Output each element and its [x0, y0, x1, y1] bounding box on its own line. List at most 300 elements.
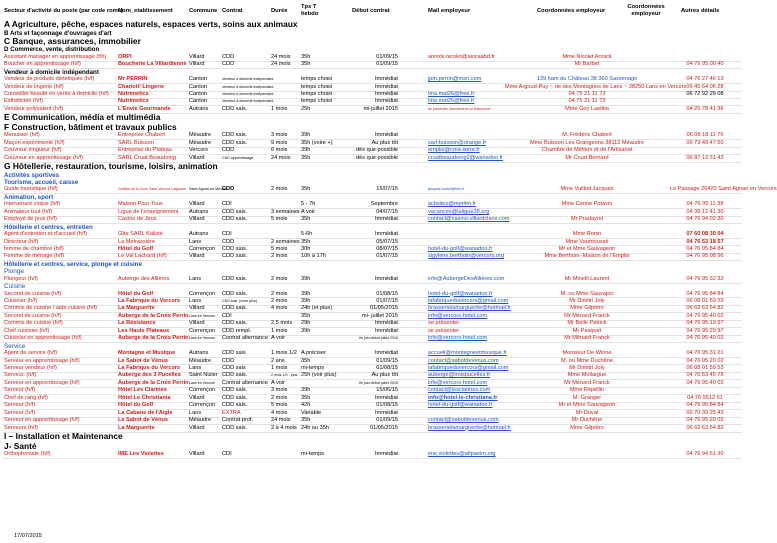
cell-mail-employeur[interactable]: vacances@laligue38.org [428, 208, 490, 215]
cell-poste: Directeur (h/f) [4, 238, 39, 245]
cell-poste: Boucher en apprentissage (h/f) [4, 61, 81, 68]
cell-duree: 3 mois [271, 387, 288, 394]
cell-duree [271, 313, 300, 320]
cell-poste: Intervenant cirque (h/f) [4, 201, 61, 208]
cell-mail-employeur[interactable]: sarl-buisson@orange.fr [428, 139, 487, 146]
cell-etablissement: Auberge des Allières [118, 275, 170, 282]
header-debut: Début contrat [352, 8, 390, 14]
cell-duree: 6 mois [271, 147, 288, 154]
cell-commune: Corrençon [189, 402, 216, 409]
cell-coordonnees: M. ou Mme Duchêne [561, 357, 613, 364]
cell-tps-hebdo: 39h [301, 275, 311, 282]
cell-coordonnees: Chambre de Métiers et de l'Artisanat [541, 147, 633, 154]
cell-duree: 1 mois 1/2 [271, 350, 297, 357]
cell-commune: Corrençon [189, 327, 216, 334]
header-contrat: Contrat [222, 8, 243, 14]
cell-coordonnees: Mme Repellin [569, 387, 605, 394]
cell-coordonnees-tel: 04 76 95 19 97 [686, 320, 724, 327]
cell-contrat: CDD sais. [222, 208, 248, 215]
cell-duree: 1 mois [271, 327, 288, 334]
cell-coordonnees-tel: 06 08 01 59 53 [686, 297, 724, 304]
cell-coordonnees: Mr Ménard Franck [564, 312, 610, 319]
cell-contrat: CDD sais. [222, 394, 248, 401]
cell-coordonnees-tel: 04 76 95 20 02 [686, 417, 724, 424]
cell-poste: Chef de rang (h/f) [4, 394, 48, 401]
cell-contrat: Vendeur à domicile indépendant [222, 99, 274, 104]
cell-commune: Autrans [189, 231, 209, 238]
cell-mail-employeur[interactable]: brasserielamarguerite@hotmail.fr [428, 424, 511, 431]
cell-mail-employeur[interactable]: lafabriqueduvercors@gmail.com [428, 364, 509, 371]
cell-duree: 24 mois [271, 417, 291, 424]
cell-commune: Villard [189, 53, 205, 60]
cell-poste: Serveur. (h/f) [4, 372, 37, 379]
cell-etablissement: Hôtel du Golf [118, 402, 154, 409]
cell-poste: Assistant manager en apprentissage (f/h) [4, 53, 107, 60]
cell-contrat: CDD [222, 61, 235, 68]
cell-contrat: CDD sais. [222, 253, 248, 260]
cell-tps-hebdo: 39h [301, 290, 311, 297]
cell-etablissement: Nutrimetics [118, 98, 149, 105]
header-mail: Mail employeur [428, 8, 471, 14]
cell-coordonnees-tel: 04 76 95 31 21 [686, 350, 724, 357]
cell-coordonnees-tel: 04 76 95 40 02 [686, 335, 724, 342]
cell-etablissement: Mr PERRIN [118, 76, 148, 83]
cell-contrat: CDD sais [222, 350, 246, 357]
cell-commune: Saint-Agnan-en-Vercors [189, 187, 228, 192]
cell-debut-contrat: Immédiat [374, 216, 398, 223]
cell-duree: 2 mois 1/2 - plus [271, 373, 298, 378]
cell-tps-hebdo: 5 - 7h [301, 201, 316, 208]
cell-mail-employeur[interactable]: accueil@montagneetmusique.fr [428, 350, 507, 357]
cell-commune: Villard [189, 61, 205, 68]
cell-tps-hebdo: mi-temps [301, 364, 324, 371]
cell-poste: Serveur en apprentissage (h/f) [4, 417, 80, 424]
cell-commune: Villard [189, 253, 205, 260]
cell-mail-employeur[interactable]: hotel-du-golf@wanadoo.fr [428, 245, 493, 252]
cell-poste: Commis de cuisine (h/f) [4, 320, 63, 327]
cell-coordonnees-tel: 04 76 95 08 96 [686, 253, 724, 260]
cell-contrat: CDD [222, 238, 235, 245]
cell-mail-employeur [428, 84, 506, 91]
cell-mail-employeur[interactable]: lafabriqueduvercors@gmail.com [428, 297, 509, 304]
cell-tps-hebdo: 35h [301, 312, 311, 319]
cell-poste: Second de cuisine (h/f) [4, 312, 62, 319]
cell-debut-contrat: 01/07/15 [376, 297, 398, 304]
cell-commune: Lans [189, 238, 202, 245]
cell-coordonnees-tel [670, 54, 740, 61]
cell-commune: Lans [189, 297, 202, 304]
cell-poste: Serveur (h/f) [4, 387, 36, 394]
cell-tps-hebdo: 35h [301, 154, 311, 161]
cell-contrat: CDD sais. [222, 424, 248, 431]
cell-debut-contrat: 01/07/15 [376, 253, 398, 260]
cell-coordonnees-tel: 04 76 53 18 57 [686, 238, 724, 245]
cell-mail-employeur[interactable]: annick.nicolet@seicaabd.fr [428, 53, 495, 60]
section-heading: Tourisme, accueil, caisse [4, 179, 79, 187]
cell-coordonnees-tel: 06 08 18 11 76 [686, 132, 724, 139]
cell-etablissement: La Metrassière [118, 238, 155, 245]
cell-commune: Saint Nizier [189, 372, 218, 379]
cell-poste: Femme de ménage (h/f) [4, 253, 65, 260]
cell-commune: Autrans [189, 105, 209, 112]
cell-duree: 2 mois [271, 253, 288, 260]
cell-coordonnees-tel: 04 76 94 02 30 [686, 216, 724, 223]
cell-coordonnees-tel: 04 76 95 40 02 [686, 379, 724, 386]
cell-coordonnees: Mr Dimitri Joly [569, 297, 605, 304]
cell-debut-contrat: Immédiat [374, 451, 398, 457]
cell-tps-hebdo: 25h [301, 105, 311, 112]
section-heading: G Hôtellerie, restauration, tourisme, loisirs, animation [4, 161, 218, 172]
cell-debut-contrat: dès que possible [356, 154, 398, 161]
cell-mail-employeur: se présenter [428, 320, 460, 327]
section-heading: Activités sportives [4, 171, 60, 179]
header-commune: Commune [189, 8, 218, 14]
cell-poste: Serveurs (h/f) [4, 424, 38, 431]
cell-mail-employeur [428, 231, 506, 238]
section-heading: J- Santé [4, 440, 37, 451]
cell-mail-employeur[interactable]: info@vercors-hotel.com [428, 312, 488, 319]
cell-mail-employeur[interactable]: sigylene.berthoin@vercors.org [428, 253, 504, 260]
cell-coordonnees-tel: 07 60 08 30 04 [686, 231, 724, 238]
cell-commune: Lans [189, 275, 202, 282]
cell-coordonnees-tel: 06 62 63 54 82 [686, 424, 724, 431]
cell-mail-employeur[interactable]: emploi@cma-isere.fr [428, 147, 480, 154]
cell-tps-hebdo: Variable [301, 409, 322, 416]
cell-debut-contrat: Septembre [370, 201, 398, 208]
cell-debut-contrat: Au plus tôt [371, 139, 398, 146]
section-heading: E Communication, média et multimédia [4, 112, 161, 123]
cell-commune: Canton [189, 76, 208, 83]
cell-debut-contrat: Immédiat [374, 83, 398, 90]
header-coords2-text: Coordonnées employeur [627, 4, 665, 17]
section-heading: C Banque, assurances, immobilier [4, 35, 141, 46]
cell-mail-employeur[interactable]: info@AubergeDesAllières.com [428, 275, 505, 282]
cell-poste: Couvreur zingueur (h/f) [4, 147, 62, 154]
cell-coordonnees-tel: 06 73 49 47 50 [686, 139, 724, 146]
cell-contrat: Contrat alternance [222, 379, 269, 386]
cell-coordonnees: Mr Duval [575, 409, 599, 416]
cell-coordonnees-tel [670, 387, 740, 394]
cell-tps-hebdo [301, 335, 350, 342]
cell-duree: 5 mois [271, 245, 288, 252]
cell-coordonnees: Mme Goy Laetitia [565, 105, 609, 112]
cell-coordonnees: Mr et Mme Sauvageon [558, 402, 616, 409]
cell-mail-employeur[interactable]: contact@sabotdevenus.com [428, 357, 499, 364]
cell-coordonnees: Mr et Mme Sauvageon [558, 245, 616, 252]
cell-poste: Cuisinier en apprentissage (h/f) [4, 335, 82, 342]
cell-debut-contrat: Immédiat [374, 76, 398, 83]
cell-coordonnees: Mme Ronin [572, 231, 602, 238]
cell-coordonnees: Mr Ménard Franck [564, 335, 610, 342]
cell-coordonnees-tel: 04 76 95 20 02 [686, 357, 724, 364]
cell-poste: Serveur en apprentissage (h/f) [4, 379, 80, 386]
cell-tps-hebdo: 35h (voire +) [301, 139, 333, 146]
cell-poste: Commis de cuisine / aide cuisine (h/f) [4, 305, 97, 312]
cell-contrat: CDD sais. [222, 105, 248, 112]
cell-etablissement: ORPI [118, 53, 132, 60]
cell-poste: Guide touristique (h/f) [4, 186, 58, 193]
cell-coordonnees: Mme Mollargue [567, 372, 607, 379]
cell-duree [271, 84, 300, 91]
cell-commune: Méaudre [189, 132, 212, 139]
cell-coordonnees: Mr Pasquet [572, 327, 602, 334]
cell-coordonnees: Monsieur De Winne [562, 350, 612, 357]
cell-commune: Lans [189, 409, 202, 416]
cell-tps-hebdo: 35h [301, 394, 311, 401]
cell-debut-contrat: Immédiat [374, 91, 398, 97]
cell-coordonnees: Mr Barbet [574, 61, 600, 68]
cell-duree: 2 mois [271, 297, 288, 304]
cell-mail-employeur[interactable]: jacques.vuillod@free.fr [428, 187, 465, 192]
cell-tps-hebdo: 10h à 17h [301, 253, 326, 260]
cell-poste: Orthophoniste (h/f) [4, 451, 51, 457]
cell-poste: Plongeur (h/f) [4, 275, 38, 282]
header-nom: Nom_etablissement [118, 8, 173, 14]
cell-contrat: CDD sais. [222, 275, 248, 282]
cell-coordonnees: Mme Gilpétro [570, 424, 604, 431]
cell-commune: Canton [189, 91, 208, 97]
cell-coordonnees-tel: 04 76 95 84 84 [686, 402, 724, 409]
cell-poste: Cuisinier (h/f) [4, 297, 38, 304]
cell-debut-contrat: 01/09/15 [376, 53, 398, 60]
cell-coordonnees-tel [670, 147, 740, 154]
cell-duree: 2 mois [271, 394, 288, 401]
cell-etablissement: Hôtel Les Clarines [118, 387, 167, 394]
cell-coordonnees: M. Granger [572, 394, 602, 401]
cell-debut-contrat: Immédiat [374, 275, 398, 282]
cell-tps-hebdo: 35h [301, 61, 311, 68]
cell-etablissement: IME Les Violettes [118, 451, 164, 457]
cell-coordonnees-tel: 06 08 01 59 53 [686, 364, 724, 371]
cell-coordonnees-tel: Le Passage 26420 Saint Agnan en Vercors [670, 186, 777, 193]
cell-contrat: Contrat alternance [222, 335, 269, 342]
cell-poste: Maçon expérimenté (h/f) [4, 139, 65, 146]
cell-mail-employeur[interactable]: tina.mat26@free.fr [428, 91, 475, 97]
cell-debut-contrat: fin juin-début juillet 2015 [359, 336, 398, 341]
cell-mail-employeur: se présenter directement ou téléphoner [428, 106, 491, 111]
cell-contrat: CDD sais. (voire plus) [222, 298, 257, 303]
cell-mail-employeur[interactable]: tina.mat26@free.fr [428, 98, 475, 105]
cell-tps-hebdo: 42h [301, 402, 311, 409]
cell-etablissement: Le Sabot de Vénus [118, 357, 169, 364]
cell-contrat: CDD rempl. [222, 327, 252, 334]
cell-coordonnees: Mme Nicolet Annick [562, 53, 612, 60]
cell-debut-contrat: 05/07/15 [376, 238, 398, 245]
cell-coordonnees: Mr Ménard Franck [564, 379, 610, 386]
cell-mail-employeur[interactable]: info@hotel-le-christiana.fr [428, 394, 498, 401]
cell-tps-hebdo: A voir [301, 208, 315, 215]
cell-tps-hebdo: temps choisi [301, 91, 333, 97]
cell-tps-hebdo: 39h [301, 297, 311, 304]
cell-coordonnees-tel: 04 76 95 32 32 [686, 275, 724, 282]
cell-debut-contrat: mi-juillet 2015 [363, 105, 398, 112]
cell-coordonnees: Mr Minelli Laurent [564, 275, 610, 282]
cell-debut-contrat: Immédiat [374, 350, 398, 357]
cell-coordonnees-tel: 06 87 13 31 43 [686, 154, 724, 161]
cell-poste: Menuisier (h/f) [4, 132, 40, 139]
cell-etablissement: La Cabane de l'Aigle [118, 409, 173, 416]
cell-commune: Villard [189, 216, 205, 223]
cell-mail-employeur [428, 61, 506, 68]
cell-debut-contrat: 01/05/2015 [370, 424, 398, 431]
cell-debut-contrat: 01/09/15 [376, 357, 398, 364]
cell-mail-employeur[interactable]: info@vercors-hotel.com [428, 379, 488, 386]
cell-etablissement: Hôtel du Golf [118, 290, 154, 297]
cell-mail-employeur [428, 132, 506, 139]
cell-duree [271, 91, 300, 98]
cell-mail-employeur[interactable]: jpm.perrin@msn.com [428, 76, 482, 83]
cell-etablissement: SARL Buisson [118, 139, 154, 146]
section-heading: Animation, sport [4, 193, 54, 201]
header-tps-text: Tps T hebdo [301, 4, 319, 17]
cell-contrat: CDD sais. [222, 320, 248, 327]
cell-contrat: CDD sais. [222, 290, 248, 297]
cell-debut-contrat: Immédiat [374, 98, 398, 105]
cell-commune: Lans en Vercors [189, 380, 215, 385]
cell-poste: Vendeur polyvalent (h/f) [4, 105, 64, 112]
cell-etablissement: Ligue de l'enseignement [118, 208, 179, 215]
cell-duree: 2 à 4 mois [271, 424, 297, 431]
cell-coordonnees [505, 209, 669, 216]
cell-etablissement: La Marguerite [118, 305, 155, 312]
cell-coordonnees-tel: 04 76 94 61 30 [686, 451, 724, 457]
cell-debut-contrat: 15/07/15 [376, 186, 398, 193]
cell-debut-contrat: 04/07/15 [376, 208, 398, 215]
cell-mail-employeur[interactable]: auberge@troispucelles.fr [428, 372, 491, 379]
cell-duree: 1 mois [271, 105, 288, 112]
cell-duree [271, 231, 300, 238]
section-heading: D Commerce, vente, distribution [4, 46, 100, 54]
cell-etablissement: Entreprise du Plateau [118, 147, 172, 154]
cell-commune: Villard [189, 424, 205, 431]
cell-etablissement: Entreprise Chabert [118, 132, 165, 139]
cell-etablissement: L'Envie Gourmande [118, 105, 171, 112]
cell-commune: Méaudre [189, 417, 212, 424]
header-duree: Durée [271, 8, 288, 14]
cell-debut-contrat: 01/09/15 [376, 417, 398, 424]
header-autres: Autres détails [681, 8, 720, 14]
section-heading: Cuisine [4, 283, 26, 291]
cell-commune: Villard [189, 305, 205, 312]
cell-tps-hebdo: mi-temps [301, 451, 324, 457]
cell-poste: Agent de service (h/f) [4, 350, 58, 357]
cell-commune: Autrans [189, 208, 209, 215]
cell-coordonnees-tel: 04 76 95 29 97 [686, 327, 724, 334]
cell-duree: A voir [271, 335, 285, 342]
cell-contrat: Vendeur à domicile indépendant [222, 77, 274, 82]
cell-coordonnees-tel: 04 76 95 84 84 [686, 290, 724, 297]
cell-coordonnees-tel: 06 62 63 54 82 [686, 305, 724, 312]
cell-debut-contrat: 01/05/2015 [370, 305, 398, 312]
cell-coordonnees: Mme Vuillod Jacques [560, 186, 614, 193]
cell-poste: femme de chambre (h/f) [4, 245, 64, 252]
cell-poste: Serveur vendeur (h/f) [4, 364, 57, 371]
cell-commune: Vercors [189, 147, 208, 154]
cell-coordonnees-tel [670, 98, 740, 105]
cell-mail-employeur[interactable]: brasserielamarguerite@hotmail.fr [428, 305, 511, 312]
cell-debut-contrat: 01/09/15 [376, 61, 398, 68]
section-heading: Hôtellerie et centres, entretien [4, 223, 93, 231]
cell-etablissement: Auberge des 3 Pucelles [118, 372, 181, 379]
cell-commune: Corrençon [189, 290, 216, 297]
header-secteur: Secteur d'activité du poste (par code rome) [4, 8, 123, 14]
cell-tps-hebdo: temps choisi [301, 76, 333, 83]
cell-duree: 2,5 mois [271, 320, 293, 327]
cell-tps-hebdo: 35h [301, 417, 311, 424]
cell-mail-employeur[interactable]: contact@lesclarines.com [428, 387, 491, 394]
cell-mail-employeur[interactable]: hotel-du-golf@wanadoo.fr [428, 402, 493, 409]
cell-mail-employeur[interactable]: contact@sabotdevenus.com [428, 417, 499, 424]
cell-contrat: CDI [222, 231, 232, 238]
cell-coordonnees-tel: 04 76 27 46 13 [686, 76, 724, 83]
cell-duree [271, 451, 300, 458]
section-heading: Service [4, 342, 26, 350]
cell-etablissement: Nutrimetics [118, 91, 149, 97]
cell-mail-employeur[interactable]: ime.violettes@afipaeim.org [428, 451, 496, 457]
section-heading: Plonge [4, 268, 24, 276]
cell-mail-employeur[interactable]: activites@mpt4m.fr [428, 201, 476, 208]
cell-duree: 9 mois [271, 139, 288, 146]
cell-tps-hebdo: 39h [301, 327, 311, 334]
cell-debut-contrat: fin juin-début juillet 2015 [359, 380, 398, 385]
cell-contrat: CDD sais. [222, 372, 248, 379]
cell-commune: Canton [189, 98, 208, 105]
cell-tps-hebdo: 30h [301, 245, 311, 252]
cell-mail-employeur[interactable]: cruatbeaudoing2@wanadoo.fr [428, 154, 504, 161]
cell-coordonnees: 04 75 21 11 73 [568, 98, 606, 105]
cell-etablissement: Maison Pour Tous [118, 201, 163, 208]
cell-etablissement: Casino de Jeux [118, 216, 157, 223]
cell-contrat: CDD sais [222, 364, 246, 371]
cell-poste: Employé de jeux (h/f) [4, 216, 57, 223]
cell-debut-contrat: 01/08/15 [376, 402, 398, 409]
cell-mail-employeur[interactable]: contact@casino-villardclans.com [428, 216, 510, 223]
cell-commune: Méaudre [189, 139, 212, 146]
cell-coordonnees: Mr Cruat Bernard [565, 154, 609, 161]
cell-poste: Agent d'entretien et d'accueil (h/f) [4, 231, 87, 238]
cell-coordonnees-tel: 04 38 12 41 30 [686, 208, 724, 215]
cell-duree: 1 mois [271, 364, 288, 371]
footer-date: 17/07/2015 [14, 533, 42, 539]
cell-debut-contrat: Immédiat [374, 327, 398, 334]
cell-poste: Conseiller beauté en vente à domicile (h/f) [4, 91, 109, 97]
cell-tps-hebdo: A préciser [301, 350, 326, 357]
cell-tps-hebdo [301, 380, 350, 387]
header-coords2 [620, 4, 672, 20]
cell-coordonnees: Mme Vaumoussé [565, 238, 609, 245]
cell-poste: Serveur (h/f) [4, 409, 36, 416]
cell-debut-contrat: Immédiat [374, 409, 398, 416]
cell-tps-hebdo: 24h (et plus) [301, 305, 333, 312]
cell-tps-hebdo: 35h [301, 238, 311, 245]
cell-mail-employeur[interactable]: info@vercors-hotel.com [428, 335, 488, 342]
cell-duree [271, 76, 300, 83]
cell-etablissement: Hôtel du Golf [118, 245, 154, 252]
cell-duree [271, 98, 300, 105]
cell-coordonnees: Mme Buisson Les Grangeons 38112 Méaudre [529, 139, 644, 146]
cell-coordonnees: Mme Carine Potavin [561, 201, 613, 208]
cell-poste: Couvreur en apprentissage (h/f) [4, 154, 83, 161]
cell-tps-hebdo: 35h [301, 186, 311, 193]
cell-coordonnees-tel: 04 76 95 40 02 [686, 312, 724, 319]
cell-coordonnees: Mr Belle Patrick [567, 320, 607, 327]
cell-etablissement: Auberge de la Croix Perrin [118, 312, 189, 319]
cell-mail-employeur[interactable]: hotel-du-golf@wanadoo.fr [428, 290, 493, 297]
cell-coordonnees-tel: 04 26 78 41 36 [686, 105, 724, 112]
cell-contrat: CDD [222, 147, 235, 154]
cell-duree: A voir [271, 379, 285, 386]
cell-contrat: CDI [222, 451, 232, 457]
